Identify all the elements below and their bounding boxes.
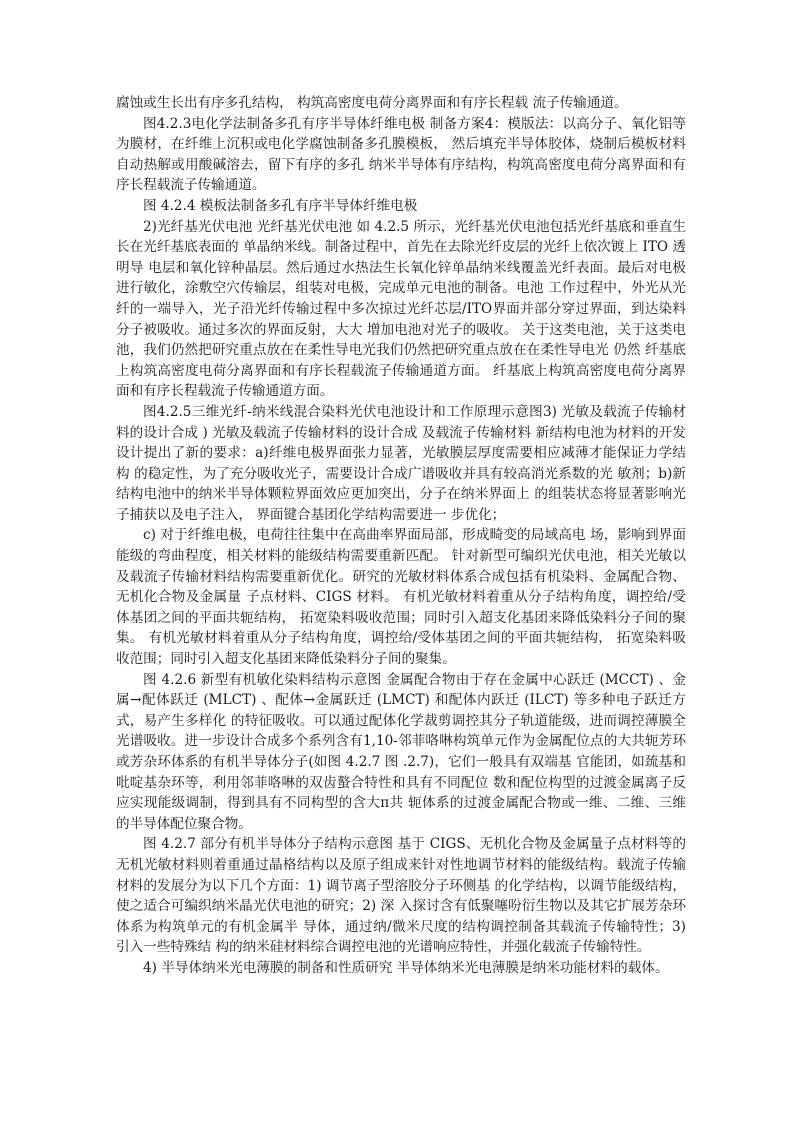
paragraph-nano-films: 4) 半导体纳米光电薄膜的制备和性质研究 半导体纳米光电薄膜是纳米功能材料的载体。 (143, 959, 669, 976)
document-body (116, 93, 686, 979)
paragraph-continuation: 腐蚀或生长出有序多孔结构， 构筑高密度电荷分离界面和有序长程载 流子传输通道。 (116, 95, 628, 111)
paragraph-fiber-solar-cell: 2)光纤基光伏电池 光纤基光伏电池 如 4.2.5 所示，光纤基光伏电池包括光纤基底和垂直生长在光纤基底表面的 单晶纳米线。制备过程中，首先在去除光纤皮层的光纤上依次镀上 ITO 透明导 电层和氧化锌种晶层。然后通过水热法生长氧化锌单晶纳米线覆盖光纤表面。最后对电极进行敏化，涂敷空穴传输层，组装对电极，完成单元电池的制备。电池 工作过程中，外光从光纤的一端导入，光子沿光纤传输过程中多次掠过光纤芯层/ITO界面并部分穿过界面，到达染料分子被吸收。通过多次的界面反射，大大 增加电池对光子的吸收。 关于这类电池，关于这类电池，我们仍然把研究重点放在在柔性导电光我们仍然把研究重点放在在柔性导电光 仍然 纤基底上构筑高密度电荷分离界面和有序长程载流子传输通道方面。 纤基底上构筑高密度电荷分离界面和有序长程载流子传输通道方面。 (116, 218, 686, 400)
paragraph-photosensitive-materials: 图4.2.5三维光纤-纳米线混合染料光伏电池设计和工作原理示意图3) 光敏及载流子传输材料的设计合成 ) 光敏及载流子传输材料的设计合成 及载流子传输材料 新结构电池为材料的开发设计提出了新的要求：a)纤维电极界面张力显著，光敏膜层厚度需要相应减薄才能保证力学结构 的稳定性，为了充分吸收光子，需要设计合成广谱吸收并具有较高消光系数的光 敏剂；b)新结构电池中的纳米半导体颗粒界面效应更加突出，分子在纳米界面上 的组装状态将显著影响光子捕获以及电子注入， 界面键合基团化学结构需要进一 步优化； (116, 403, 686, 523)
paragraph-fiber-electrode: c) 对于纤维电极，电荷往往集中在高曲率界面局部，形成畸变的局域高电 场，影响到界面能级的弯曲程度，相关材料的能级结构需要重新匹配。 针对新型可编织光伏电池，相关光敏以及载流子传输材料结构需要重新优化。研究的光敏材料体系合成包括有机染料、金属配合物、无机化合物及金属量 子点材料、CIGS 材料。 有机光敏材料着重从分子结构角度，调控给/受体基团之间的平面共轭结构， 拓宽染料吸收范围；同时引入超支化基团来降低染料分子间的聚集。 有机光敏材料着重从分子结构角度，调控给/受体基团之间的平面共轭结构， 拓宽染料吸收范围；同时引入超支化基团来降低染料分子间的聚集。 (116, 527, 686, 668)
paragraph-carrier-transport: 图 4.2.7 部分有机半导体分子结构示意图 基于 CIGS、无机化合物及金属量子点材料等的无机光敏材料则着重通过晶格结构以及原子组成来针对性地调节材料的能级结构。载流子传输材料的发展分为以下几个方面：1) 调节离子型溶胶分子环侧基 的化学结构，以调节能级结构，使之适合可编织纳米晶光伏电池的研究；2) 深 入探讨含有低聚噻吩衍生物以及其它扩展芳杂环体系为构筑单元的有机金属半 导体，通过纳/微米尺度的结构调控制备其载流子传输特性；3) 引入一些特殊结 构的纳米硅材料综合调控电池的光谱响应特性，并强化载流子传输特性。 (116, 836, 686, 956)
paragraph-template-method: 图4.2.3电化学法制备多孔有序半导体纤维电极 制备方案4：模版法：以高分子、氧化铝等为膜材，在纤维上沉积或电化学腐蚀制备多孔膜模板， 然后填充半导体胶体，烧制后模板材料自动热解或用酸碱溶去，留下有序的多孔 纳米半导体有序结构，构筑高密度电荷分离界面和有序长程载流子传输通道。 (116, 115, 686, 194)
figure-caption-4-2-4: 图 4.2.4 模板法制备多孔有序半导体纤维电极 (143, 197, 418, 214)
paragraph-metal-complexes: 图 4.2.6 新型有机敏化染料结构示意图 金属配合物由于存在金属中心跃迁 (MCCT) 、金属→配体跃迁 (MLCT) 、配体→金属跃迁 (LMCT) 和配体内跃迁 (ILCT) 等多种电子跃迁方式，易产生多样化 的特征吸收。可以通过配体化学裁剪调控其分子轨道能级，进而调控薄膜全光谱吸收。进一步设计合成多个系列含有1,10-邻菲咯啉构筑单元作为金属配位点的大共轭芳环或芳杂环体系的有机半导体分子(如图 4.2.7 图 .2.7)，它们一般具有双端基 官能团，如巯基和吡啶基杂环等，利用邻菲咯啉的双齿螯合特性和具有不同配位 数和配位构型的过渡金属离子反应实现能级调制，得到具有不同构型的含大π共 轭体系的过渡金属配合物或一维、二维、三维的半导体配位聚合物。 (116, 671, 686, 832)
